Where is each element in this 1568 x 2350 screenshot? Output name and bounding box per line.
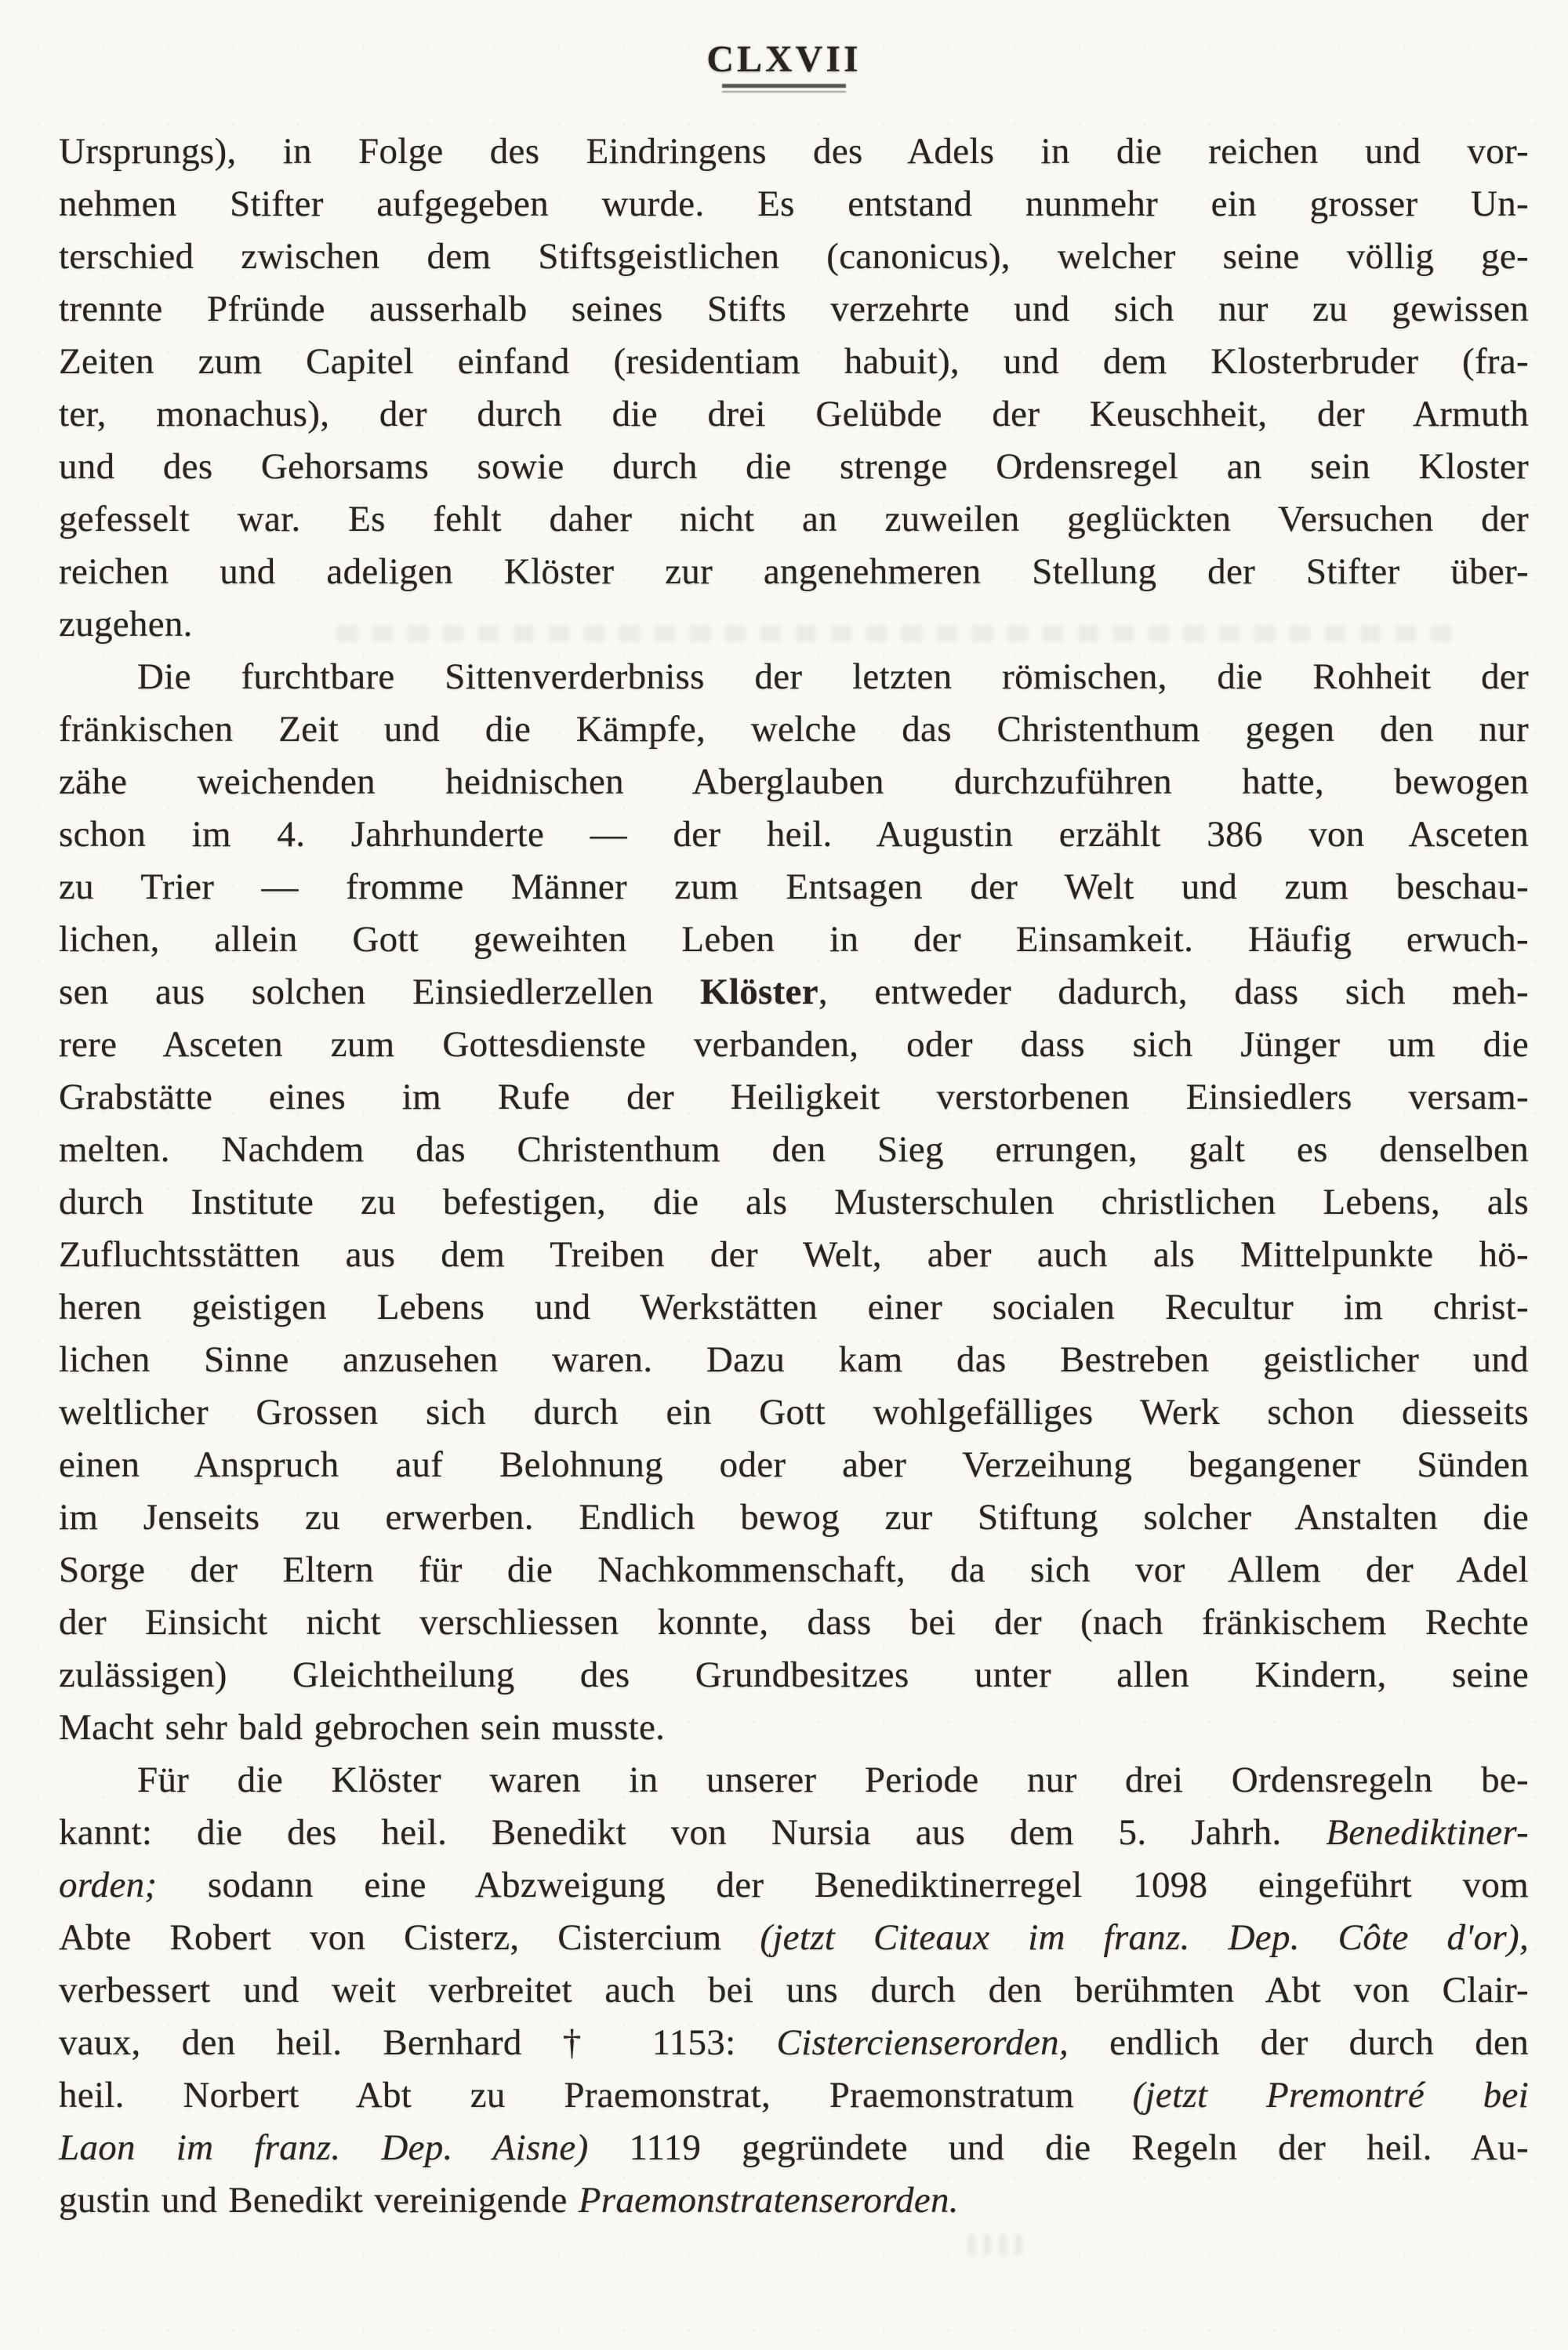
text-line bbox=[59, 1807, 1529, 1859]
text-line bbox=[59, 808, 1529, 861]
text: 1119 gegründete und die Regeln der heil. Au- bbox=[588, 2127, 1530, 2168]
text: Grabstätte eines im Rufe der Heiligkeit verstorbenen Einsiedlers versam- bbox=[59, 1077, 1529, 1117]
text: trennte Pfründe ausserhalb seines Stifts verzehrte und sich nur zu gewissen bbox=[59, 289, 1529, 329]
text-line bbox=[59, 1176, 1529, 1229]
text-line bbox=[59, 1071, 1529, 1124]
text: im Jenseits zu erwerben. Endlich bewog zur Stiftung solcher Anstalten die bbox=[59, 1497, 1529, 1538]
text-line bbox=[59, 1964, 1529, 2017]
paragraph bbox=[59, 125, 1529, 651]
text-line bbox=[59, 1334, 1529, 1386]
text: Ursprungs), in Folge des Eindringens des Adels in die reichen und vor- bbox=[59, 131, 1529, 172]
text-line bbox=[59, 283, 1529, 336]
text: verbessert und weit verbreitet auch bei uns durch den berühmten Abt von Clair- bbox=[59, 1970, 1529, 2010]
italic-text: Praemonstratenserorden. bbox=[578, 2180, 959, 2221]
text: endlich der durch den bbox=[1069, 2022, 1529, 2063]
text-line bbox=[59, 966, 1529, 1019]
paragraph bbox=[59, 1754, 1529, 2227]
text: zugehen. bbox=[59, 604, 193, 645]
text: melten. Nachdem das Christenthum den Sieg errungen, galt es denselben bbox=[59, 1129, 1529, 1170]
text: Abte Robert von Cisterz, Cistercium bbox=[59, 1917, 760, 1958]
text-line bbox=[59, 546, 1529, 598]
italic-text: (jetzt Premontré bei bbox=[1132, 2075, 1529, 2116]
paragraph bbox=[59, 651, 1529, 1754]
text-line bbox=[59, 756, 1529, 808]
text: der Einsicht nicht verschliessen konnte, dass bei der (nach fränkischem Rechte bbox=[59, 1602, 1529, 1643]
text-line bbox=[59, 1386, 1529, 1439]
text: reichen und adeligen Klöster zur angenehmeren Stellung der Stifter über- bbox=[59, 551, 1529, 592]
text: Die furchtbare Sittenverderbniss der letzten römischen, die Rohheit der bbox=[137, 656, 1529, 697]
italic-text: Laon im franz. Dep. Aisne) bbox=[59, 2127, 589, 2168]
text: gustin und Benedikt vereinigende bbox=[59, 2180, 579, 2221]
page-number: CLXVII bbox=[706, 38, 862, 80]
text-block bbox=[59, 125, 1529, 2227]
text: rere Asceten zum Gottesdienste verbanden, oder dass sich Jünger um die bbox=[59, 1024, 1529, 1065]
text-line bbox=[59, 441, 1529, 493]
text: vaux, den heil. Bernhard † 1153: bbox=[59, 2022, 777, 2063]
scan-ghosting-artifact bbox=[968, 2235, 1023, 2255]
text: lichen, allein Gott geweihten Leben in der Einsamkeit. Häufig erwuch- bbox=[59, 919, 1529, 960]
text: sen aus solchen Einsiedlerzellen bbox=[59, 972, 700, 1012]
page-header bbox=[0, 38, 1568, 93]
text: gefesselt war. Es fehlt daher nicht an zuweilen geglückten Versuchen der bbox=[59, 499, 1529, 539]
text-line bbox=[59, 493, 1529, 546]
italic-text: Benediktiner- bbox=[1326, 1812, 1529, 1853]
text-line bbox=[59, 1281, 1529, 1334]
text-line bbox=[59, 1859, 1529, 1912]
text: Für die Klöster waren in unserer Periode nur drei Ordensregeln be- bbox=[137, 1760, 1529, 1800]
text: , entweder dadurch, dass sich meh- bbox=[818, 972, 1529, 1012]
text: Zufluchtsstätten aus dem Treiben der Welt, aber auch als Mittelpunkte hö- bbox=[59, 1234, 1529, 1275]
text-line bbox=[59, 703, 1529, 756]
text: zulässigen) Gleichtheilung des Grundbesitzes unter allen Kindern, seine bbox=[59, 1654, 1529, 1695]
text-line bbox=[59, 1649, 1529, 1702]
italic-text: (jetzt Citeaux im franz. Dep. Côte d'or), bbox=[760, 1917, 1529, 1958]
text-line bbox=[59, 913, 1529, 966]
text: sodann eine Abzweigung der Benediktinerregel 1098 eingeführt vom bbox=[157, 1865, 1529, 1905]
text: schon im 4. Jahrhunderte — der heil. Augustin erzählt 386 von Asceten bbox=[59, 814, 1529, 855]
text-line bbox=[59, 1491, 1529, 1544]
italic-text: Cistercienserorden, bbox=[776, 2022, 1069, 2063]
text-line bbox=[59, 2122, 1529, 2174]
text-line bbox=[59, 598, 1529, 651]
text: lichen Sinne anzusehen waren. Dazu kam das Bestreben geistlicher und bbox=[59, 1339, 1529, 1380]
text: fränkischen Zeit und die Kämpfe, welche das Christenthum gegen den nur bbox=[59, 709, 1529, 750]
text: terschied zwischen dem Stiftsgeistlichen (canonicus), welcher seine völlig ge- bbox=[59, 236, 1529, 277]
text-line bbox=[59, 125, 1529, 178]
text: weltlicher Grossen sich durch ein Gott wohlgefälliges Werk schon diesseits bbox=[59, 1392, 1529, 1433]
text-line bbox=[59, 1544, 1529, 1596]
text-line bbox=[59, 1702, 1529, 1754]
text-line bbox=[59, 1596, 1529, 1649]
text: Zeiten zum Capitel einfand (residentiam habuit), und dem Klosterbruder (fra- bbox=[59, 341, 1529, 382]
italic-text: orden; bbox=[59, 1865, 158, 1905]
text-line bbox=[59, 178, 1529, 231]
text: und des Gehorsams sowie durch die strenge Ordensregel an sein Kloster bbox=[59, 446, 1529, 487]
text-line bbox=[59, 1229, 1529, 1281]
text: durch Institute zu befestigen, die als Musterschulen christlichen Lebens, als bbox=[59, 1182, 1529, 1222]
text-line bbox=[59, 231, 1529, 283]
text: zu Trier — fromme Männer zum Entsagen der Welt und zum beschau- bbox=[59, 866, 1529, 907]
text: einen Anspruch auf Belohnung oder aber Verzeihung begangener Sünden bbox=[59, 1444, 1529, 1485]
text: Sorge der Eltern für die Nachkommenschaft, da sich vor Allem der Adel bbox=[59, 1549, 1529, 1590]
text: Macht sehr bald gebrochen sein musste. bbox=[59, 1707, 666, 1748]
text-line bbox=[59, 651, 1529, 703]
text: nehmen Stifter aufgegeben wurde. Es entstand nunmehr ein grosser Un- bbox=[59, 183, 1529, 224]
text-line bbox=[59, 388, 1529, 441]
text: heil. Norbert Abt zu Praemonstrat, Praemonstratum bbox=[59, 2075, 1133, 2116]
text-line bbox=[59, 2017, 1529, 2069]
text-line bbox=[59, 1019, 1529, 1071]
text-line bbox=[59, 1912, 1529, 1964]
text-line bbox=[59, 336, 1529, 388]
text-line bbox=[59, 861, 1529, 913]
text-line bbox=[59, 2069, 1529, 2122]
text-line bbox=[59, 1124, 1529, 1176]
text-line bbox=[59, 2174, 1529, 2227]
text-line bbox=[59, 1754, 1529, 1807]
text: ter, monachus), der durch die drei Gelübde der Keuschheit, der Armuth bbox=[59, 394, 1529, 434]
text: kannt: die des heil. Benedikt von Nursia aus dem 5. Jahrh. bbox=[59, 1812, 1327, 1853]
text: heren geistigen Lebens und Werkstätten einer socialen Recultur im christ- bbox=[59, 1287, 1529, 1328]
bold-text: Klöster bbox=[699, 972, 818, 1012]
text-line bbox=[59, 1439, 1529, 1491]
text: zähe weichenden heidnischen Aberglauben durchzuführen hatte, bewogen bbox=[59, 761, 1529, 802]
page-number-underline bbox=[722, 84, 846, 93]
